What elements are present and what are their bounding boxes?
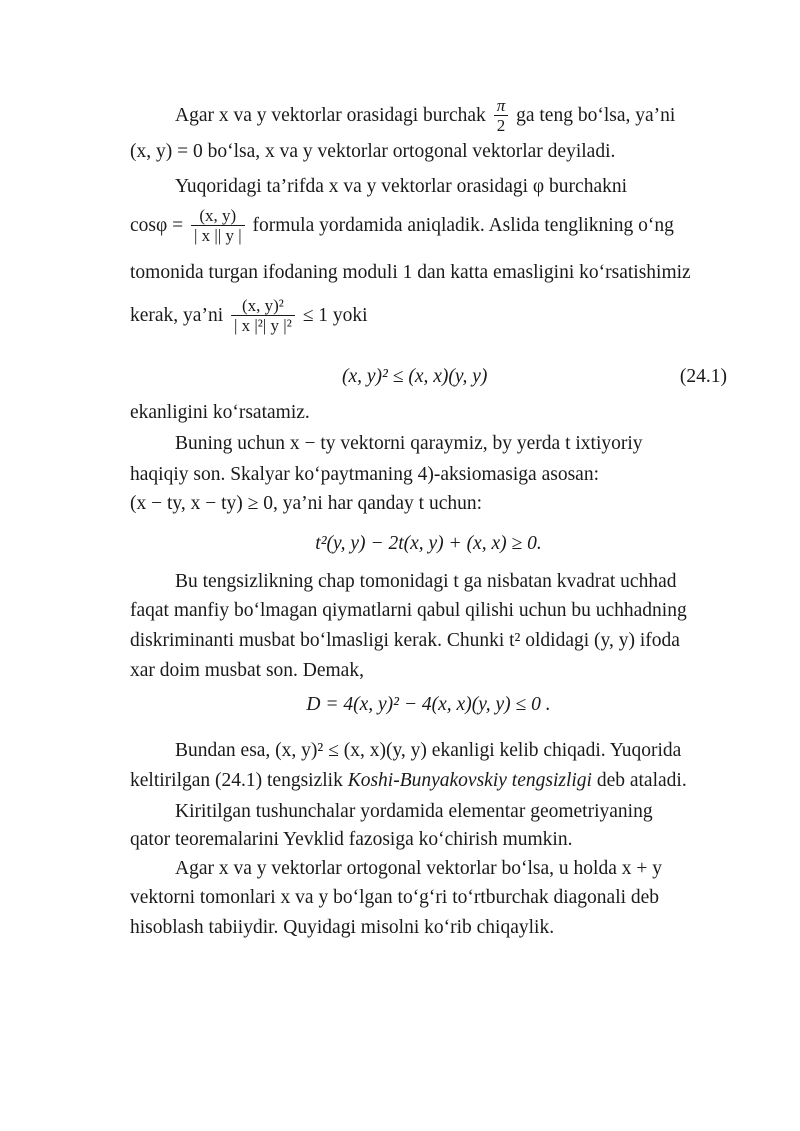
formula-line [130,297,727,336]
fraction-denominator: | x |²| y |² [234,316,292,335]
text-line: haqiqiy son. Skalyar ko‘paytmaning 4)-aksiomasiga asosan: [130,464,599,485]
fraction-numerator: π [494,97,509,116]
text-segment: deb ataladi. [596,770,687,791]
text-line: diskriminanti musbat bo‘lmasligi kerak. Chunki t² oldidagi (y, y) ifoda [130,630,680,651]
text-line: Agar x va y vektorlar ortogonal vektorlar bo‘lsa, u holda x + y [175,858,662,879]
text-line [130,768,727,794]
formula-line [130,207,727,246]
equation-number: (24.1) [679,366,727,387]
text-line: Bu tengsizlikning chap tomonidagi t ga nisbatan kvadrat uchhad [175,571,677,592]
cos-phi-label: cosφ = [130,214,184,236]
text-line: hisoblash tabiiydir. Quyidagi misolni ko‘rib chiqaylik. [130,917,555,938]
text-line: faqat manfiy bo‘lmagan qiymatlarni qabul qilishi uchun bu uchhadning [130,600,687,621]
fraction-numerator: (x, y) [191,207,245,226]
text-line: tomonida turgan ifodaning moduli 1 dan katta emasligini ko‘rsatishimiz [130,262,691,283]
text-line: Kiritilgan tushunchalar yordamida elementar geometriyaning [175,801,653,822]
text-segment: ga teng bo‘lsa, ya’ni [516,104,676,126]
text-line [175,97,727,136]
equation-discriminant: D = 4(x, y)² − 4(x, x)(y, y) ≤ 0 . [306,694,551,715]
text-line: Buning uchun x − ty vektorni qaraymiz, by yerda t ixtiyoriy [175,433,643,454]
fraction-denominator: 2 [496,116,506,135]
text-line: ekanligini ko‘rsatamiz. [130,402,310,423]
text-line: Bundan esa, (x, y)² ≤ (x, x)(y, y) ekanligi kelib chiqadi. Yuqorida [175,740,682,761]
text-segment: kerak, ya’ni [130,304,224,326]
text-segment: Yuqoridagi ta’rifda x va y vektorlar orasidagi φ burchakni [175,176,628,197]
text-segment: formula yordamida aniqladik. Aslida tenglikning o‘ng [252,214,674,236]
equation-text: (x, y)² ≤ (x, x)(y, y) [342,366,488,387]
text-segment: Agar x va y vektorlar orasidagi burchak [175,104,486,126]
fraction-cos-phi [191,207,245,246]
text-line: xar doim musbat son. Demak, [130,660,364,681]
text-segment: keltirilgan (24.1) tengsizlik [130,770,343,791]
fraction-denominator: | x || y | [194,226,242,245]
fraction-numerator: (x, y)² [231,297,295,316]
text-line: vektorni tomonlari x va y bo‘lgan to‘g‘ri to‘rtburchak diagonali deb [130,887,660,908]
fraction-pi-over-2 [494,97,509,136]
fraction-cauchy-ratio [231,297,295,336]
text-line [175,174,727,200]
text-line: qator teoremalarini Yevklid fazosiga ko‘chirish mumkin. [130,829,573,850]
theorem-name: Koshi-Bunyakovskiy tengsizligi [347,770,592,791]
text-line: (x, y) = 0 bo‘lsa, x va y vektorlar ortogonal vektorlar deyiladi. [130,141,616,162]
equation-quadratic: t²(y, y) − 2t(x, y) + (x, x) ≥ 0. [315,533,542,554]
text-line: (x − ty, x − ty) ≥ 0, ya’ni har qanday t uchun: [130,493,483,514]
text-segment: ≤ 1 yoki [302,304,368,326]
